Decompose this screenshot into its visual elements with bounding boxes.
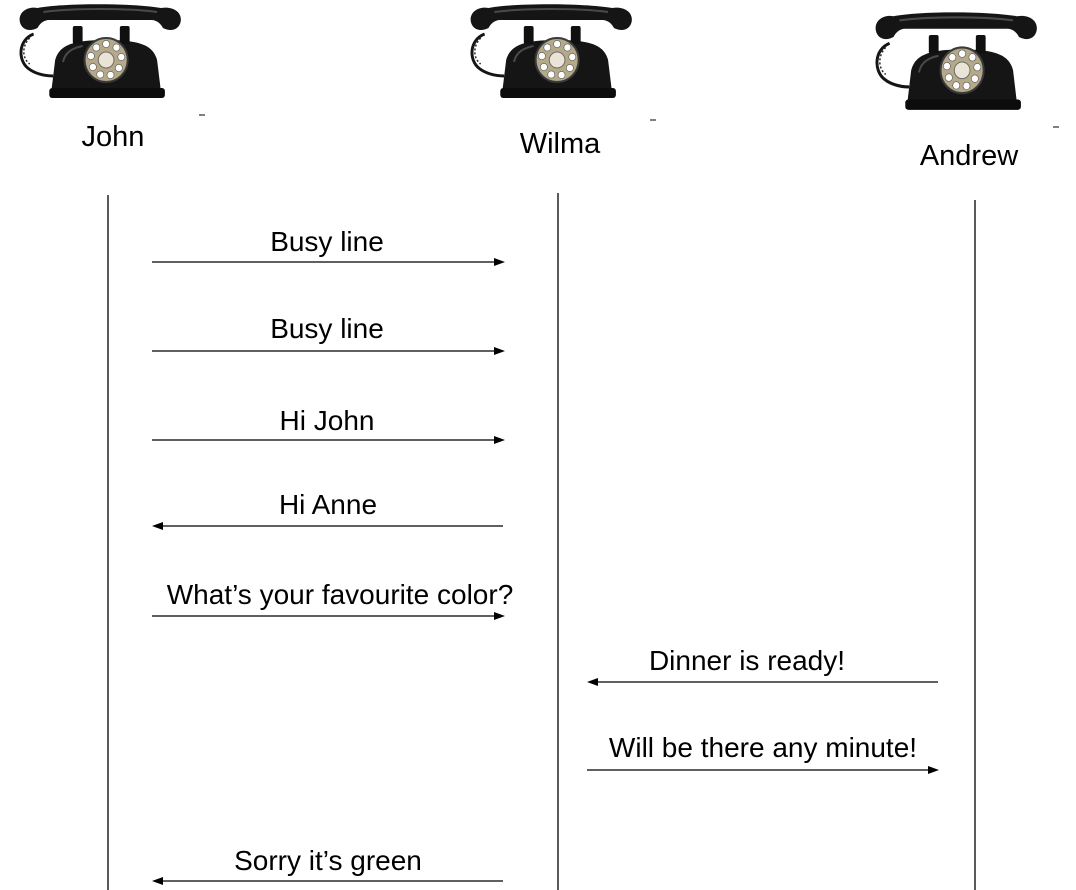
message-label: Hi John xyxy=(279,405,375,436)
arrow-head-right xyxy=(928,766,939,774)
message-label: Dinner is ready! xyxy=(648,645,846,676)
rotary-telephone-icon xyxy=(20,4,181,98)
message-label: Busy line xyxy=(270,226,384,257)
arrow-head-left xyxy=(152,877,163,885)
rotary-telephone-icon xyxy=(471,4,632,98)
message-label: Sorry it’s green xyxy=(234,845,422,876)
arrow-head-left xyxy=(152,522,163,530)
arrow-head-right xyxy=(494,347,505,355)
message xyxy=(152,405,505,444)
message xyxy=(152,313,505,355)
message xyxy=(587,732,939,774)
participant-name-wilma: Wilma xyxy=(519,128,601,160)
message-label: Hi Anne xyxy=(278,489,378,520)
message xyxy=(152,489,503,530)
arrow-head-right xyxy=(494,258,505,266)
rotary-telephone-icon xyxy=(876,12,1037,110)
participant-name-andrew: Andrew xyxy=(919,140,1019,172)
message-label: Will be there any minute! xyxy=(608,732,918,763)
arrow-head-left xyxy=(587,678,598,686)
message-label: What’s your favourite color? xyxy=(166,579,514,610)
message xyxy=(152,845,503,885)
message xyxy=(587,645,938,686)
message xyxy=(152,226,505,266)
message-label: Busy line xyxy=(270,313,384,344)
arrow-head-right xyxy=(494,436,505,444)
participant-name-john: John xyxy=(81,121,145,153)
message xyxy=(152,579,513,620)
arrow-head-right xyxy=(494,612,505,620)
